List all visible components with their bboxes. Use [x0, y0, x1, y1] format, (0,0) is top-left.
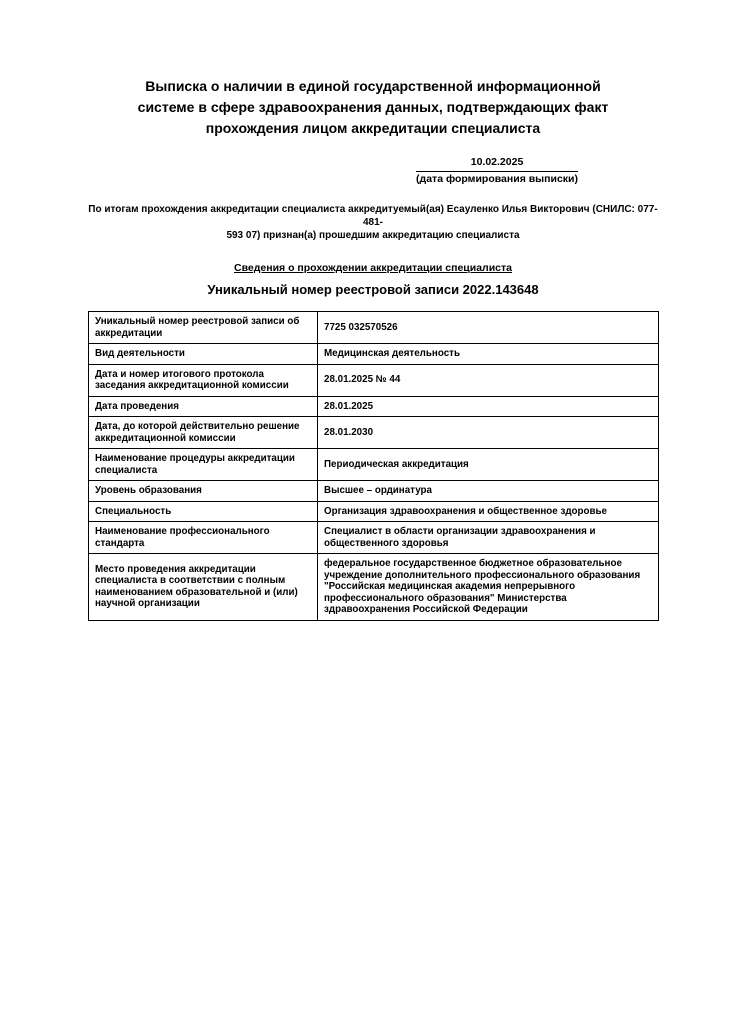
table-row [89, 481, 659, 502]
field-label: Место проведения аккредитации специалиста в соответствии с полным наименованием образовательной и (или) научной организации [89, 554, 318, 621]
table-row [89, 554, 659, 621]
intro-line: 593 07) признан(а) прошедшим аккредитацию специалиста [226, 230, 520, 241]
table-row [89, 522, 659, 554]
field-label: Дата и номер итогового протокола заседания аккредитационной комиссии [89, 364, 318, 396]
table-row [89, 501, 659, 522]
table-row [89, 449, 659, 481]
document-title-line: Выписка о наличии в единой государственной информационной [145, 78, 601, 94]
field-label: Специальность [89, 501, 318, 522]
field-value: федеральное государственное бюджетное образовательное учреждение дополнительного профессионального образования "Российская медицинская академия непрерывного профессионального образования" Министерства здравоохранения Российской Федерации [318, 554, 659, 621]
table-row [89, 344, 659, 365]
field-label: Дата, до которой действительно решение аккредитационной комиссии [89, 417, 318, 449]
extract-date: 10.02.2025 [416, 156, 578, 172]
field-value: 28.01.2030 [318, 417, 659, 449]
date-section [88, 156, 658, 186]
field-value: 28.01.2025 [318, 396, 659, 417]
field-label: Уникальный номер реестровой записи об аккредитации [89, 312, 318, 344]
field-label: Вид деятельности [89, 344, 318, 365]
document-title-line: прохождения лицом аккредитации специалиста [205, 120, 541, 136]
field-value: Организация здравоохранения и общественное здоровье [318, 501, 659, 522]
accreditation-table [88, 311, 659, 621]
intro-paragraph [88, 203, 658, 242]
field-label: Дата проведения [89, 396, 318, 417]
table-row [89, 364, 659, 396]
section-heading: Сведения о прохождении аккредитации специалиста [234, 262, 512, 274]
table-row [89, 396, 659, 417]
field-value: Специалист в области организации здравоохранения и общественного здоровья [318, 522, 659, 554]
field-label: Уровень образования [89, 481, 318, 502]
field-label: Наименование процедуры аккредитации специалиста [89, 449, 318, 481]
extract-date-block [416, 156, 578, 186]
field-value: 7725 032570526 [318, 312, 659, 344]
document-title [88, 76, 658, 139]
table-row [89, 417, 659, 449]
extract-date-caption: (дата формирования выписки) [416, 173, 578, 185]
field-value: Высшее – ординатура [318, 481, 659, 502]
intro-line: По итогам прохождения аккредитации специалиста аккредитуемый(ая) Есауленко Илья Викторович (СНИЛС: 077-481- [88, 204, 658, 228]
field-value: Периодическая аккредитация [318, 449, 659, 481]
field-value: 28.01.2025 № 44 [318, 364, 659, 396]
registry-number-heading: Уникальный номер реестровой записи 2022.143648 [207, 282, 539, 297]
table-row [89, 312, 659, 344]
document-title-line: системе в сфере здравоохранения данных, подтверждающих факт [137, 99, 609, 115]
field-value: Медицинская деятельность [318, 344, 659, 365]
field-label: Наименование профессионального стандарта [89, 522, 318, 554]
